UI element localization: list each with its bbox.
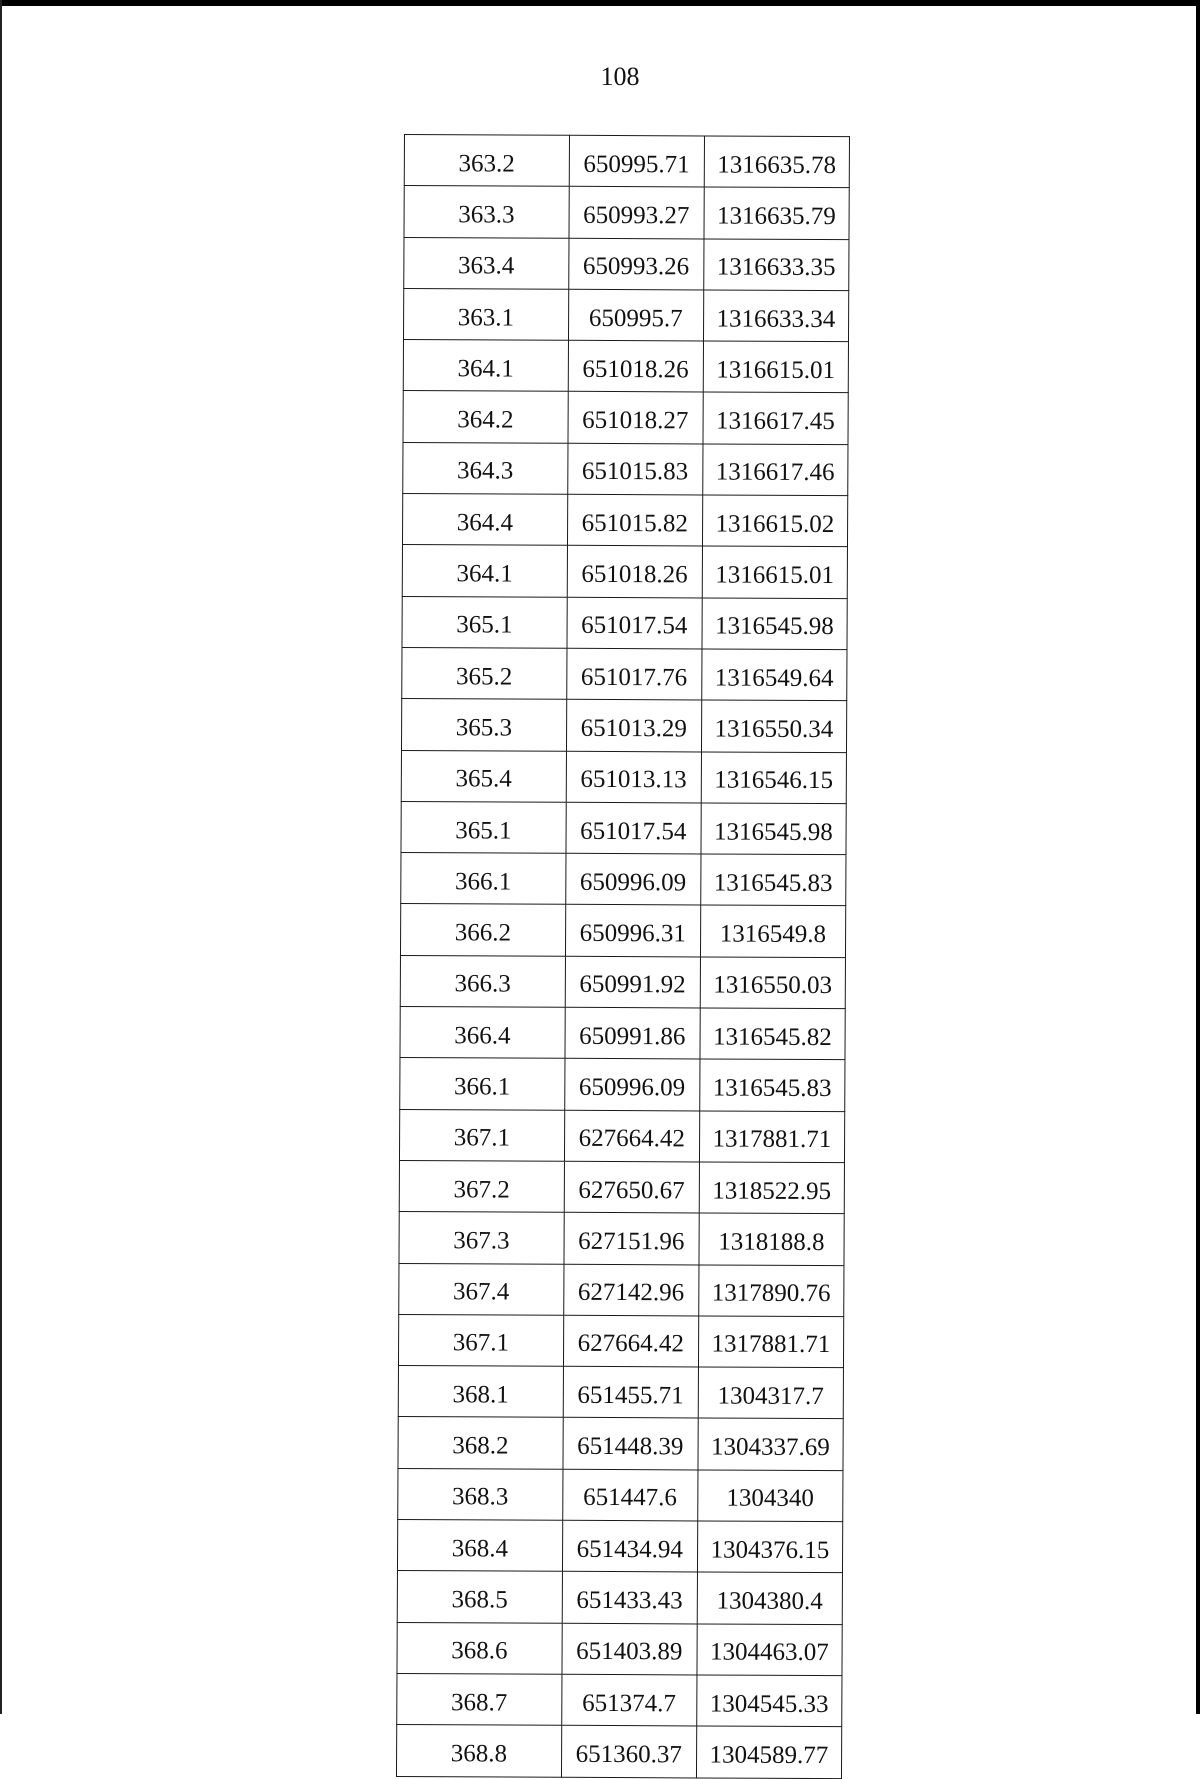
- point-id-cell: 367.1: [398, 1314, 563, 1366]
- y-coordinate-cell: 1316615.02: [702, 495, 848, 547]
- table-row: [404, 135, 849, 188]
- scan-border-top: [0, 0, 1200, 6]
- table-row: [397, 1571, 842, 1624]
- y-coordinate-cell: 1318522.95: [699, 1162, 845, 1214]
- x-coordinate-cell: 627142.96: [563, 1264, 698, 1316]
- coordinate-table-body: [396, 135, 849, 1779]
- x-coordinate-cell: 651017.76: [566, 648, 701, 700]
- y-coordinate-cell: 1317890.76: [698, 1264, 844, 1316]
- y-coordinate-cell: 1304589.77: [696, 1726, 842, 1778]
- y-coordinate-cell: 1316546.15: [701, 752, 847, 804]
- table-row: [404, 186, 849, 239]
- x-coordinate-cell: 650991.92: [565, 956, 700, 1008]
- table-row: [402, 545, 847, 598]
- y-coordinate-cell: 1316635.79: [704, 187, 850, 239]
- x-coordinate-cell: 651017.54: [567, 597, 702, 649]
- x-coordinate-cell: 650991.86: [565, 1007, 700, 1059]
- table-row: [397, 1622, 842, 1675]
- y-coordinate-cell: 1316550.34: [701, 700, 847, 752]
- table-row: [402, 596, 847, 649]
- x-coordinate-cell: 651018.27: [568, 392, 703, 444]
- y-coordinate-cell: 1304463.07: [697, 1624, 843, 1676]
- x-coordinate-cell: 651015.83: [567, 443, 702, 495]
- y-coordinate-cell: 1316549.8: [700, 905, 846, 957]
- y-coordinate-cell: 1316545.82: [700, 1008, 846, 1060]
- y-coordinate-cell: 1304545.33: [696, 1675, 842, 1727]
- point-id-cell: 365.1: [402, 596, 567, 648]
- x-coordinate-cell: 651018.26: [568, 340, 703, 392]
- point-id-cell: 367.1: [399, 1109, 564, 1161]
- x-coordinate-cell: 650996.09: [565, 853, 700, 905]
- x-coordinate-cell: 651015.82: [567, 494, 702, 546]
- point-id-cell: 368.8: [396, 1725, 561, 1777]
- x-coordinate-cell: 627151.96: [564, 1213, 699, 1265]
- point-id-cell: 365.2: [402, 647, 567, 699]
- y-coordinate-cell: 1316550.03: [700, 957, 846, 1009]
- table-row: [398, 1417, 843, 1470]
- point-id-cell: 365.3: [401, 699, 566, 751]
- coordinate-table: [396, 134, 850, 1779]
- table-row: [398, 1314, 843, 1367]
- y-coordinate-cell: 1316545.98: [702, 598, 848, 650]
- table-row: [400, 1058, 845, 1111]
- x-coordinate-cell: 650993.26: [568, 238, 703, 290]
- point-id-cell: 367.4: [399, 1263, 564, 1315]
- y-coordinate-cell: 1316615.01: [703, 341, 849, 393]
- table-row: [399, 1212, 844, 1265]
- x-coordinate-cell: 651374.7: [561, 1674, 696, 1726]
- y-coordinate-cell: 1304376.15: [697, 1521, 843, 1573]
- point-id-cell: 368.4: [397, 1520, 562, 1572]
- y-coordinate-cell: 1317881.71: [698, 1316, 844, 1368]
- y-coordinate-cell: 1316549.64: [701, 649, 847, 701]
- x-coordinate-cell: 651360.37: [561, 1725, 696, 1777]
- table-row: [403, 340, 848, 393]
- x-coordinate-cell: 651434.94: [562, 1520, 697, 1572]
- point-id-cell: 368.6: [397, 1622, 562, 1674]
- point-id-cell: 368.2: [398, 1417, 563, 1469]
- table-row: [403, 391, 848, 444]
- point-id-cell: 368.5: [397, 1571, 562, 1623]
- x-coordinate-cell: 650996.31: [565, 905, 700, 957]
- table-row: [403, 288, 848, 341]
- point-id-cell: 364.3: [403, 442, 568, 494]
- y-coordinate-cell: 1304337.69: [698, 1418, 844, 1470]
- table-row: [396, 1725, 841, 1778]
- x-coordinate-cell: 650993.27: [569, 187, 704, 239]
- table-row: [399, 1160, 844, 1213]
- point-id-cell: 366.1: [400, 1058, 565, 1110]
- table-row: [397, 1673, 842, 1726]
- table-row: [402, 494, 847, 547]
- page-number: 108: [600, 62, 640, 91]
- table-row: [400, 955, 845, 1008]
- point-id-cell: 363.3: [404, 186, 569, 238]
- point-id-cell: 365.4: [401, 750, 566, 802]
- y-coordinate-cell: 1316633.35: [703, 239, 849, 291]
- y-coordinate-cell: 1304380.4: [697, 1572, 843, 1624]
- x-coordinate-cell: 650995.71: [569, 135, 704, 187]
- table-row: [404, 237, 849, 290]
- point-id-cell: 364.1: [402, 545, 567, 597]
- y-coordinate-cell: 1316615.01: [702, 546, 848, 598]
- table-row: [401, 801, 846, 854]
- point-id-cell: 368.3: [398, 1468, 563, 1520]
- table-row: [399, 1263, 844, 1316]
- scan-border-right: [1196, 0, 1200, 1714]
- point-id-cell: 363.4: [404, 237, 569, 289]
- x-coordinate-cell: 651448.39: [563, 1418, 698, 1470]
- x-coordinate-cell: 651433.43: [562, 1572, 697, 1624]
- point-id-cell: 367.3: [399, 1212, 564, 1264]
- table-row: [398, 1468, 843, 1521]
- table-row: [403, 442, 848, 495]
- table-row: [401, 853, 846, 906]
- y-coordinate-cell: 1316635.78: [704, 136, 850, 188]
- point-id-cell: 368.7: [397, 1673, 562, 1725]
- y-coordinate-cell: 1317881.71: [699, 1111, 845, 1163]
- y-coordinate-cell: 1316633.34: [703, 290, 849, 342]
- x-coordinate-cell: 627650.67: [564, 1161, 699, 1213]
- point-id-cell: 367.2: [399, 1160, 564, 1212]
- table-row: [400, 904, 845, 957]
- point-id-cell: 366.1: [401, 853, 566, 905]
- x-coordinate-cell: 650996.09: [564, 1059, 699, 1111]
- y-coordinate-cell: 1304340: [697, 1470, 843, 1522]
- table-row: [401, 699, 846, 752]
- point-id-cell: 366.3: [400, 955, 565, 1007]
- scan-border-left: [0, 0, 2, 1714]
- x-coordinate-cell: 651403.89: [562, 1623, 697, 1675]
- x-coordinate-cell: 651013.13: [566, 751, 701, 803]
- point-id-cell: 365.1: [401, 801, 566, 853]
- y-coordinate-cell: 1316617.46: [702, 444, 848, 496]
- table-row: [400, 1007, 845, 1060]
- y-coordinate-cell: 1304317.7: [698, 1367, 844, 1419]
- y-coordinate-cell: 1316617.45: [703, 392, 849, 444]
- table-row: [398, 1366, 843, 1419]
- y-coordinate-cell: 1316545.83: [699, 1059, 845, 1111]
- x-coordinate-cell: 651447.6: [562, 1469, 697, 1521]
- x-coordinate-cell: 651018.26: [567, 546, 702, 598]
- table-row: [402, 647, 847, 700]
- x-coordinate-cell: 627664.42: [564, 1110, 699, 1162]
- table-row: [401, 750, 846, 803]
- point-id-cell: 366.4: [400, 1007, 565, 1059]
- x-coordinate-cell: 627664.42: [563, 1315, 698, 1367]
- point-id-cell: 364.2: [403, 391, 568, 443]
- point-id-cell: 364.4: [402, 494, 567, 546]
- y-coordinate-cell: 1316545.83: [700, 854, 846, 906]
- point-id-cell: 368.1: [398, 1366, 563, 1418]
- point-id-cell: 363.1: [403, 288, 568, 340]
- x-coordinate-cell: 651455.71: [563, 1366, 698, 1418]
- y-coordinate-cell: 1316545.98: [701, 803, 847, 855]
- point-id-cell: 364.1: [403, 340, 568, 392]
- table-row: [397, 1520, 842, 1573]
- x-coordinate-cell: 650995.7: [568, 289, 703, 341]
- x-coordinate-cell: 651013.29: [566, 700, 701, 752]
- point-id-cell: 363.2: [404, 135, 569, 187]
- x-coordinate-cell: 651017.54: [566, 802, 701, 854]
- y-coordinate-cell: 1318188.8: [699, 1213, 845, 1265]
- table-row: [399, 1109, 844, 1162]
- point-id-cell: 366.2: [400, 904, 565, 956]
